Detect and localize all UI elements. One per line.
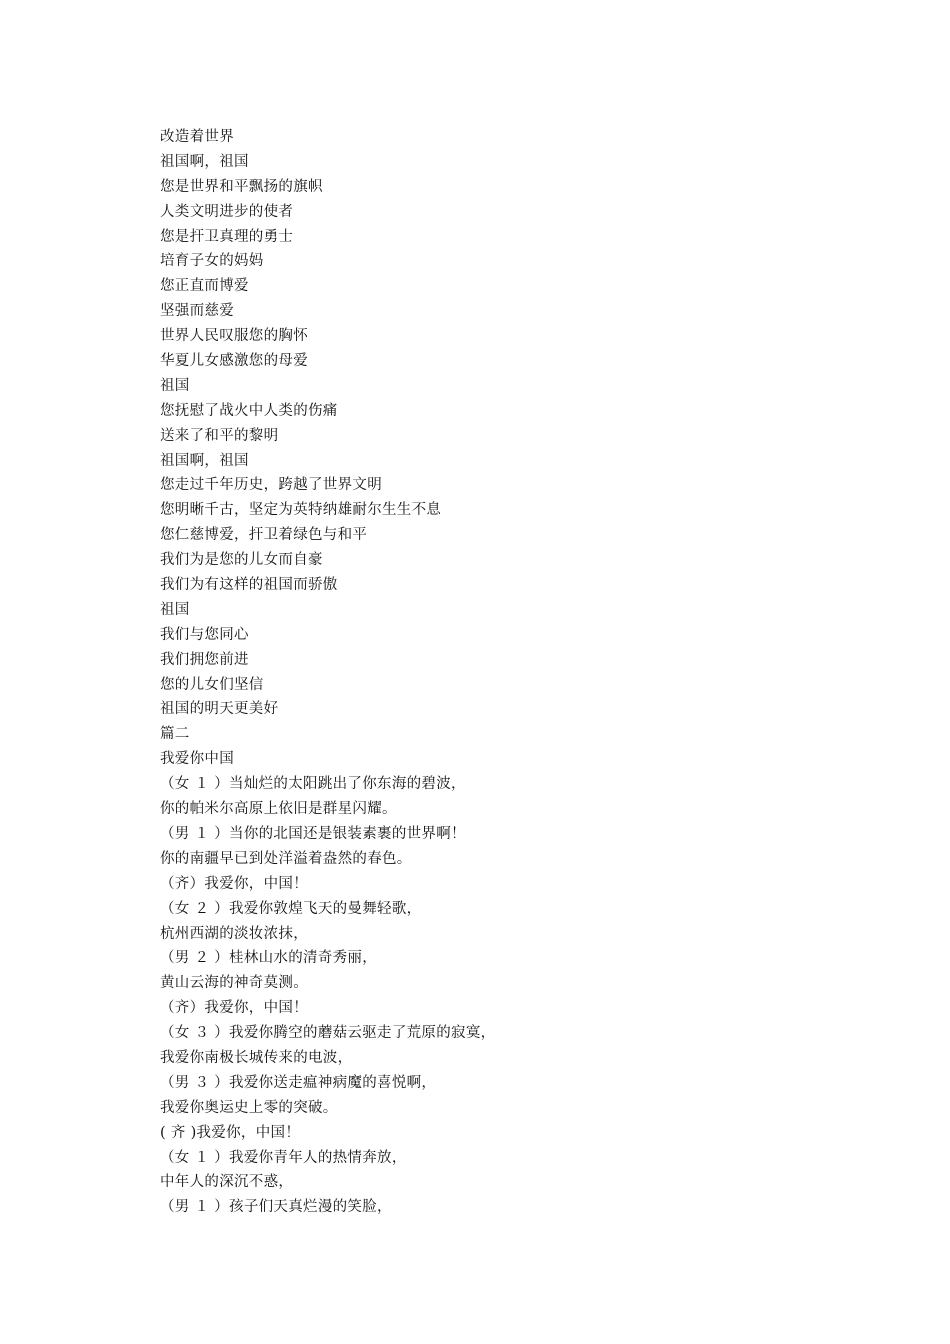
text-line: 祖国 [160, 377, 190, 394]
text-line: 坚强而慈爱 [160, 303, 234, 320]
text-line: ( 齐 )我爱你，中国！ [160, 1124, 301, 1141]
text-line: 祖国的明天更美好 [160, 701, 279, 718]
text-line: 祖国啊，祖国 [160, 452, 249, 469]
section-heading: 篇二 [160, 726, 190, 743]
text-line: （女 １ ）当灿烂的太阳跳出了你东海的碧波， [160, 776, 466, 793]
text-line: 我们为有这样的祖国而骄傲 [160, 577, 338, 594]
text-line: 中年人的深沉不惑， [160, 1174, 294, 1191]
text-line: 杭州西湖的淡妆浓抹， [160, 925, 308, 942]
text-line: 我爱你南极长城传来的电波， [160, 1049, 353, 1066]
text-line: （男 １ ）孩子们天真烂漫的笑脸， [160, 1199, 392, 1216]
text-line: 我们拥您前进 [160, 651, 249, 668]
text-line: 您是世界和平飘扬的旗帜 [160, 178, 323, 195]
text-line: （女 ２ ）我爱你敦煌飞天的曼舞轻歌， [160, 900, 422, 917]
text-line: 华夏儿女感激您的母爱 [160, 353, 308, 370]
text-line: （齐）我爱你，中国！ [160, 875, 308, 892]
text-line: 我们与您同心 [160, 626, 249, 643]
text-line: 祖国啊，祖国 [160, 153, 249, 170]
text-line: （齐）我爱你，中国！ [160, 1000, 308, 1017]
poem-title: 我爱你中国 [160, 751, 234, 768]
text-line: 您的儿女们坚信 [160, 676, 264, 693]
text-line: 改造着世界 [160, 129, 234, 145]
text-line: 人类文明进步的使者 [160, 203, 294, 220]
text-line: 黄山云海的神奇莫测。 [160, 975, 308, 992]
text-line: （女 １ ）我爱你青年人的热情奔放， [160, 1149, 407, 1166]
text-line: 世界人民叹服您的胸怀 [160, 328, 308, 345]
text-line: 您正直而博爱 [160, 278, 249, 295]
text-line: 你的帕米尔高原上依旧是群星闪耀。 [160, 801, 397, 818]
text-line: （男 ２ ）桂林山水的清奇秀丽， [160, 950, 378, 967]
text-line: （男 ３ ）我爱你送走瘟神病魔的喜悦啊， [160, 1074, 437, 1091]
text-line: 我爱你奥运史上零的突破。 [160, 1099, 338, 1116]
text-line: 您明晰千古，坚定为英特纳雄耐尔生生不息 [160, 502, 442, 519]
text-line: 我们为是您的儿女而自豪 [160, 552, 323, 569]
text-line: 培育子女的妈妈 [160, 253, 264, 270]
poem-text [160, 125, 860, 1220]
text-line: （男 １ ）当你的北国还是银装素裹的世界啊！ [160, 825, 466, 842]
text-line: 您走过千年历史，跨越了世界文明 [160, 477, 382, 494]
text-line: 送来了和平的黎明 [160, 427, 279, 444]
text-line: 你的南疆早已到处洋溢着盎然的春色。 [160, 850, 412, 867]
text-line: 您抚慰了战火中人类的伤痛 [160, 402, 338, 419]
text-line: 您是扞卫真理的勇士 [160, 228, 294, 245]
text-line: 您仁慈博爱，扞卫着绿色与和平 [160, 527, 368, 544]
text-line: 祖国 [160, 601, 190, 618]
text-line: （女 ３ ）我爱你腾空的蘑菇云驱走了荒原的寂寞， [160, 1025, 496, 1042]
